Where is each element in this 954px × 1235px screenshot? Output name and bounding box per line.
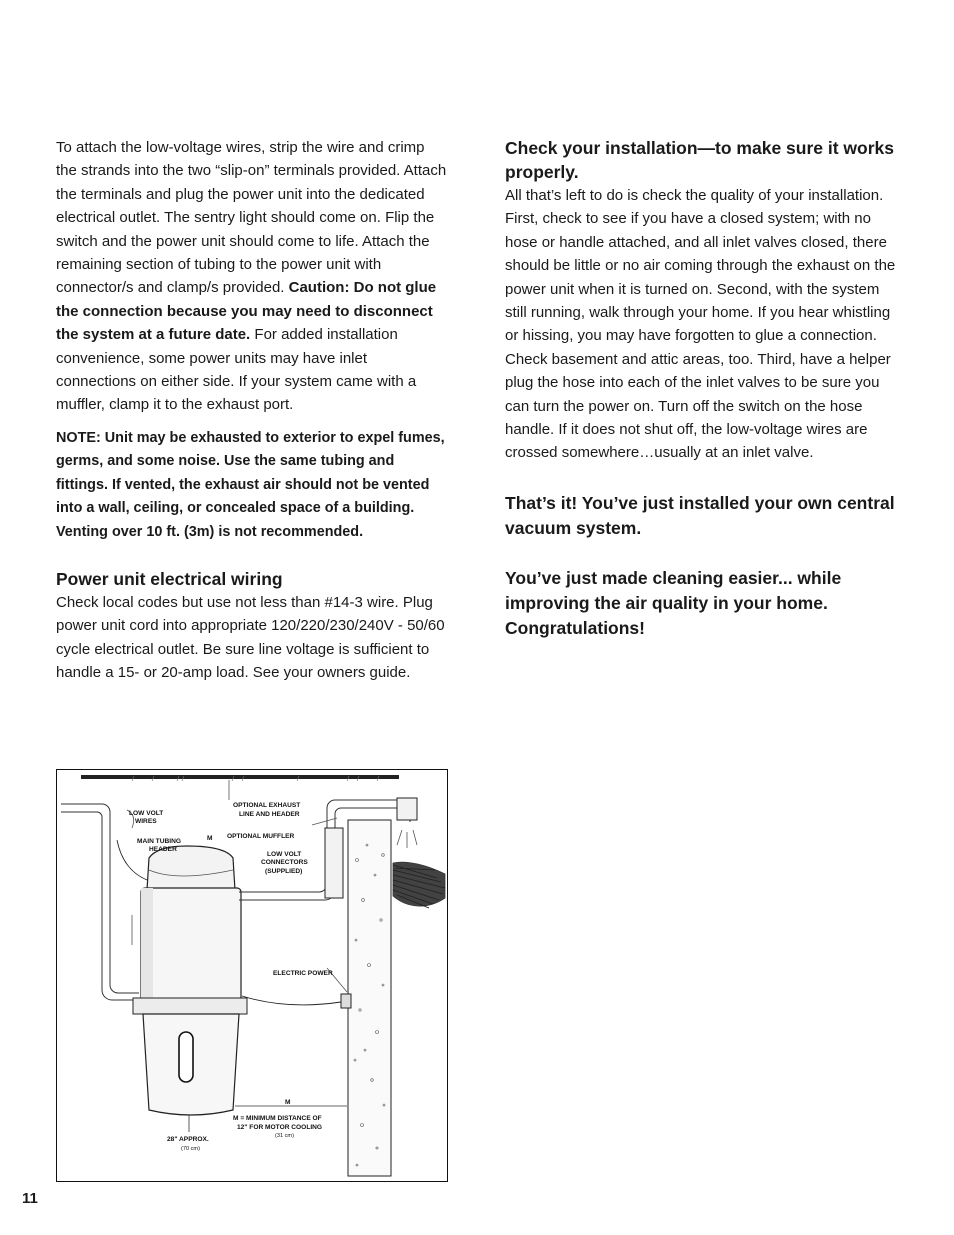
main-tubing [61, 804, 139, 1000]
check-installation-heading: Check your installation—to make sure it works properly. [505, 138, 894, 182]
power-unit [133, 846, 247, 1115]
approx-label-2: (70 cm) [181, 1146, 200, 1152]
congratulations-text: You’ve just made cleaning easier... while improving the air quality in your home. Congratulations! [505, 567, 842, 638]
attach-paragraph [56, 136, 448, 417]
wall [348, 820, 391, 1176]
min-distance-label-2: 12" FOR MOTOR COOLING [237, 1124, 323, 1131]
electric-power-label: ELECTRIC POWER [273, 970, 333, 977]
attach-text-continued: For added installation convenience, some power units may have inlet connections on either side. If your system came with a muffler, clamp it to the exhaust port. [56, 326, 417, 414]
ceiling-joist [81, 775, 399, 779]
approx-label: 28" APPROX. [167, 1136, 209, 1143]
check-installation-text: All that’s left to do is check the quality of your installation. First, check to see if you have a closed system; with no hose or handle attached, and all inlet valves closed, there should be little or no air coming through the exhaust on the power unit when it is turned on. Second, with the system still running, walk through your home. If you hear whistling or hissing, you may have forgotten to glue a connection. Check basement and attic areas, too. Third, have a helper plug the hose into each of the inlet valves to be sure you can turn the power on. Turn off the switch on the hose handle. If it does not shut off, the low-voltage wires are crossed somewhere…usually at an inlet valve. [505, 187, 896, 462]
power-wiring-text: Check local codes but use not less than #14-3 wire. Plug power unit cord into appropriate 120/220/230/240V - 50/60 cycle electrical outlet. Be sure line voltage is sufficient to handle a 15- or 20-amp load. See your owners guide. [56, 593, 445, 682]
installation-diagram [56, 769, 448, 1182]
right-column [505, 136, 900, 641]
main-tubing-label: MAIN TUBING [137, 838, 181, 845]
venting-note: NOTE: Unit may be exhausted to exterior to expel fumes, germs, and some noise. Use the same tubing and fittings. If vented, the exhaust air should not be vented into a wall, ceiling, or concealed space of a building. Venting over 10 ft. (3m) is not recommended. [56, 429, 445, 540]
page-number: 11 [22, 1190, 38, 1207]
lv-connectors-label: LOW VOLT [267, 851, 302, 858]
min-distance-label: M = MINIMUM DISTANCE OF [233, 1115, 322, 1122]
thats-it-text: That’s it! You’ve just installed your own central vacuum system. [505, 492, 895, 538]
diagram-svg [57, 770, 446, 1180]
low-volt-wires-label: LOW VOLT [129, 810, 164, 817]
left-column [56, 136, 448, 685]
m-bottom-label: M [285, 1099, 291, 1106]
lv-connectors-label-3: (SUPPLIED) [265, 868, 303, 875]
min-distance-label-3: (31 cm) [275, 1133, 294, 1139]
exhaust-label: OPTIONAL EXHAUST [233, 802, 301, 809]
low-volt-wire [117, 840, 147, 880]
lv-connectors-label-2: CONNECTORS [261, 859, 308, 866]
m-top-label: M [207, 835, 213, 842]
exhaust-label-2: LINE AND HEADER [239, 811, 300, 818]
shrub [393, 862, 445, 908]
main-tubing-label-2: HEADER [149, 846, 177, 853]
attach-text: To attach the low-voltage wires, strip the wire and crimp the strands into the two “slip-on” terminals provided. Attach the terminals and plug the power unit into the dedicated electrical outlet. The sentry light should come on. Flip the switch and the power unit should come to life. Attach the remaining section of tubing to the power unit with connector/s and clamp/s provided. [56, 139, 447, 297]
low-volt-wires-label-2: WIRES [135, 818, 157, 825]
electric-outlet [242, 994, 351, 1008]
power-wiring-heading: Power unit electrical wiring [56, 568, 283, 589]
caution-text: Caution: Do not glue the connection because you may need to disconnect the system at a future date. [56, 279, 437, 344]
muffler-label: OPTIONAL MUFFLER [227, 833, 295, 840]
